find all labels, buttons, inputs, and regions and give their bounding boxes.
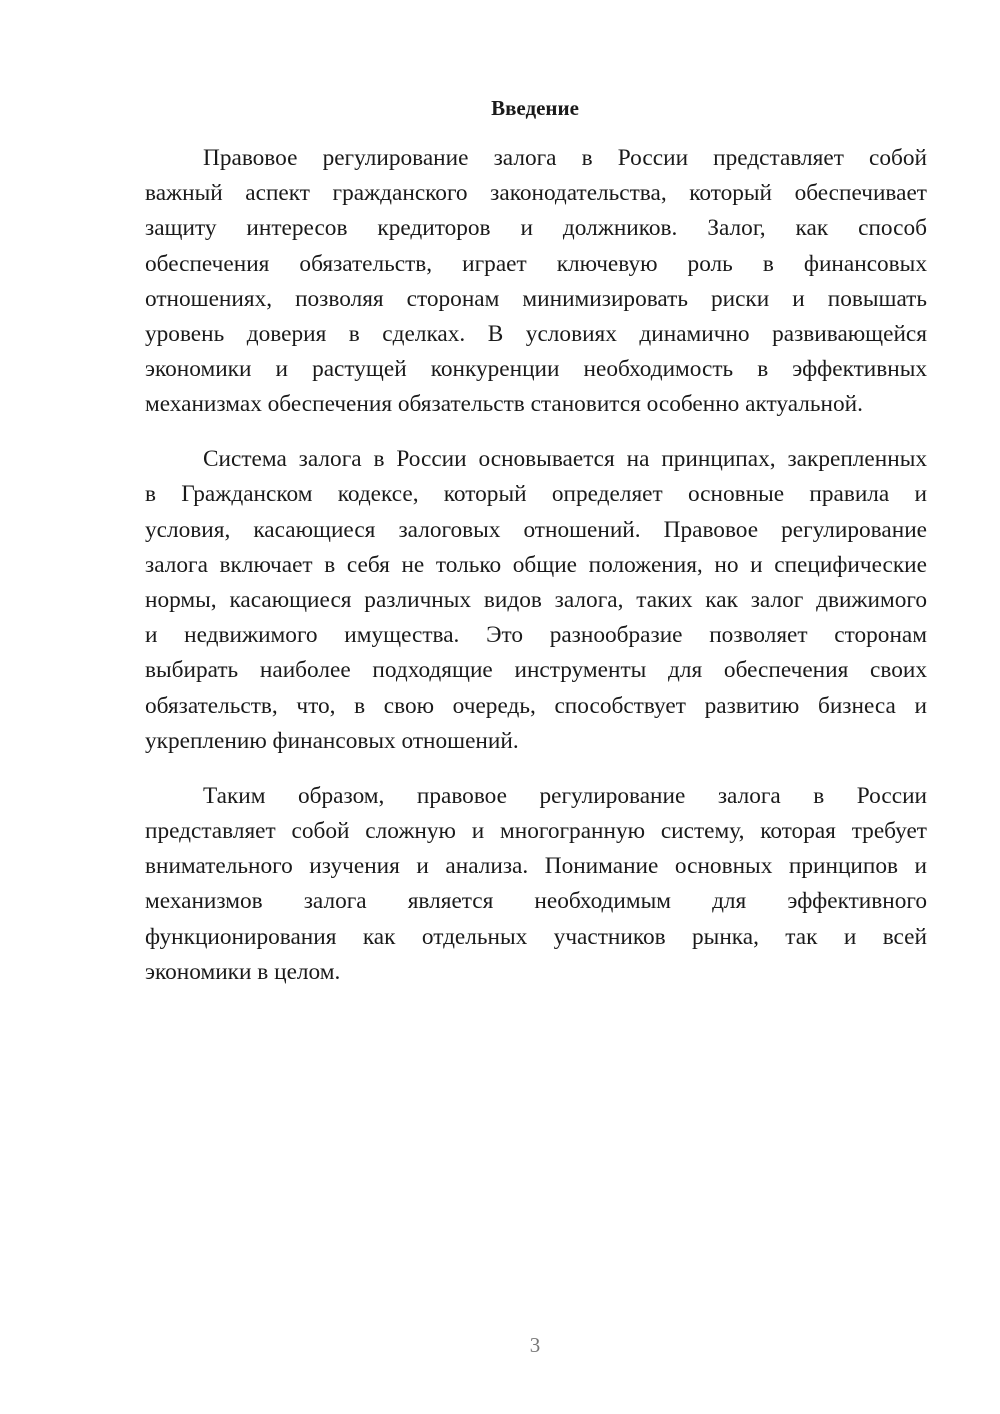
- document-body: [145, 141, 927, 1010]
- paragraph: [145, 779, 927, 990]
- text-line: защиту интересов кредиторов и должников. Залог, как способ: [145, 215, 927, 242]
- text-line: укреплению финансовых отношений.: [145, 727, 519, 754]
- text-line: выбирать наиболее подходящие инструменты для обеспечения своих: [145, 657, 927, 684]
- text-line: и недвижимого имущества. Это разнообразие позволяет сторонам: [145, 622, 927, 649]
- text-line: механизмов залога является необходимым для эффективного: [145, 888, 927, 915]
- text-line: условия, касающиеся залоговых отношений. Правовое регулирование: [145, 516, 927, 543]
- page-number: 3: [529, 1333, 541, 1357]
- page-title: Введение: [491, 96, 579, 120]
- text-line: функционирования как отдельных участников рынка, так и всей: [145, 923, 927, 950]
- text-line: Система залога в России основывается на принципах, закрепленных: [203, 446, 927, 473]
- text-line: залога включает в себя не только общие положения, но и специфические: [145, 551, 927, 578]
- paragraph: [145, 442, 927, 759]
- text-line: Правовое регулирование залога в России представляет собой: [203, 145, 927, 171]
- text-line: экономики в целом.: [145, 958, 341, 985]
- text-line: в Гражданском кодексе, который определяет основные правила и: [145, 481, 927, 508]
- text-line: обязательств, что, в свою очередь, способствует развитию бизнеса и: [145, 692, 927, 719]
- text-line: экономики и растущей конкуренции необходимость в эффективных: [145, 356, 927, 383]
- text-line: механизмах обеспечения обязательств становится особенно актуальной.: [145, 391, 863, 418]
- text-line: нормы, касающиеся различных видов залога, таких как залог движимого: [145, 587, 927, 614]
- text-line: уровень доверия в сделках. В условиях динамично развивающейся: [145, 320, 927, 347]
- text-line: представляет собой сложную и многогранную систему, которая требует: [145, 817, 927, 844]
- text-line: важный аспект гражданского законодательства, который обеспечивает: [145, 180, 927, 207]
- text-line: внимательного изучения и анализа. Понимание основных принципов и: [145, 853, 927, 880]
- paragraph: [145, 141, 927, 423]
- text-line: Таким образом, правовое регулирование залога в России: [203, 782, 927, 809]
- text-line: обеспечения обязательств, играет ключевую роль в финансовых: [145, 250, 927, 277]
- text-line: отношениях, позволяя сторонам минимизировать риски и повышать: [145, 285, 927, 312]
